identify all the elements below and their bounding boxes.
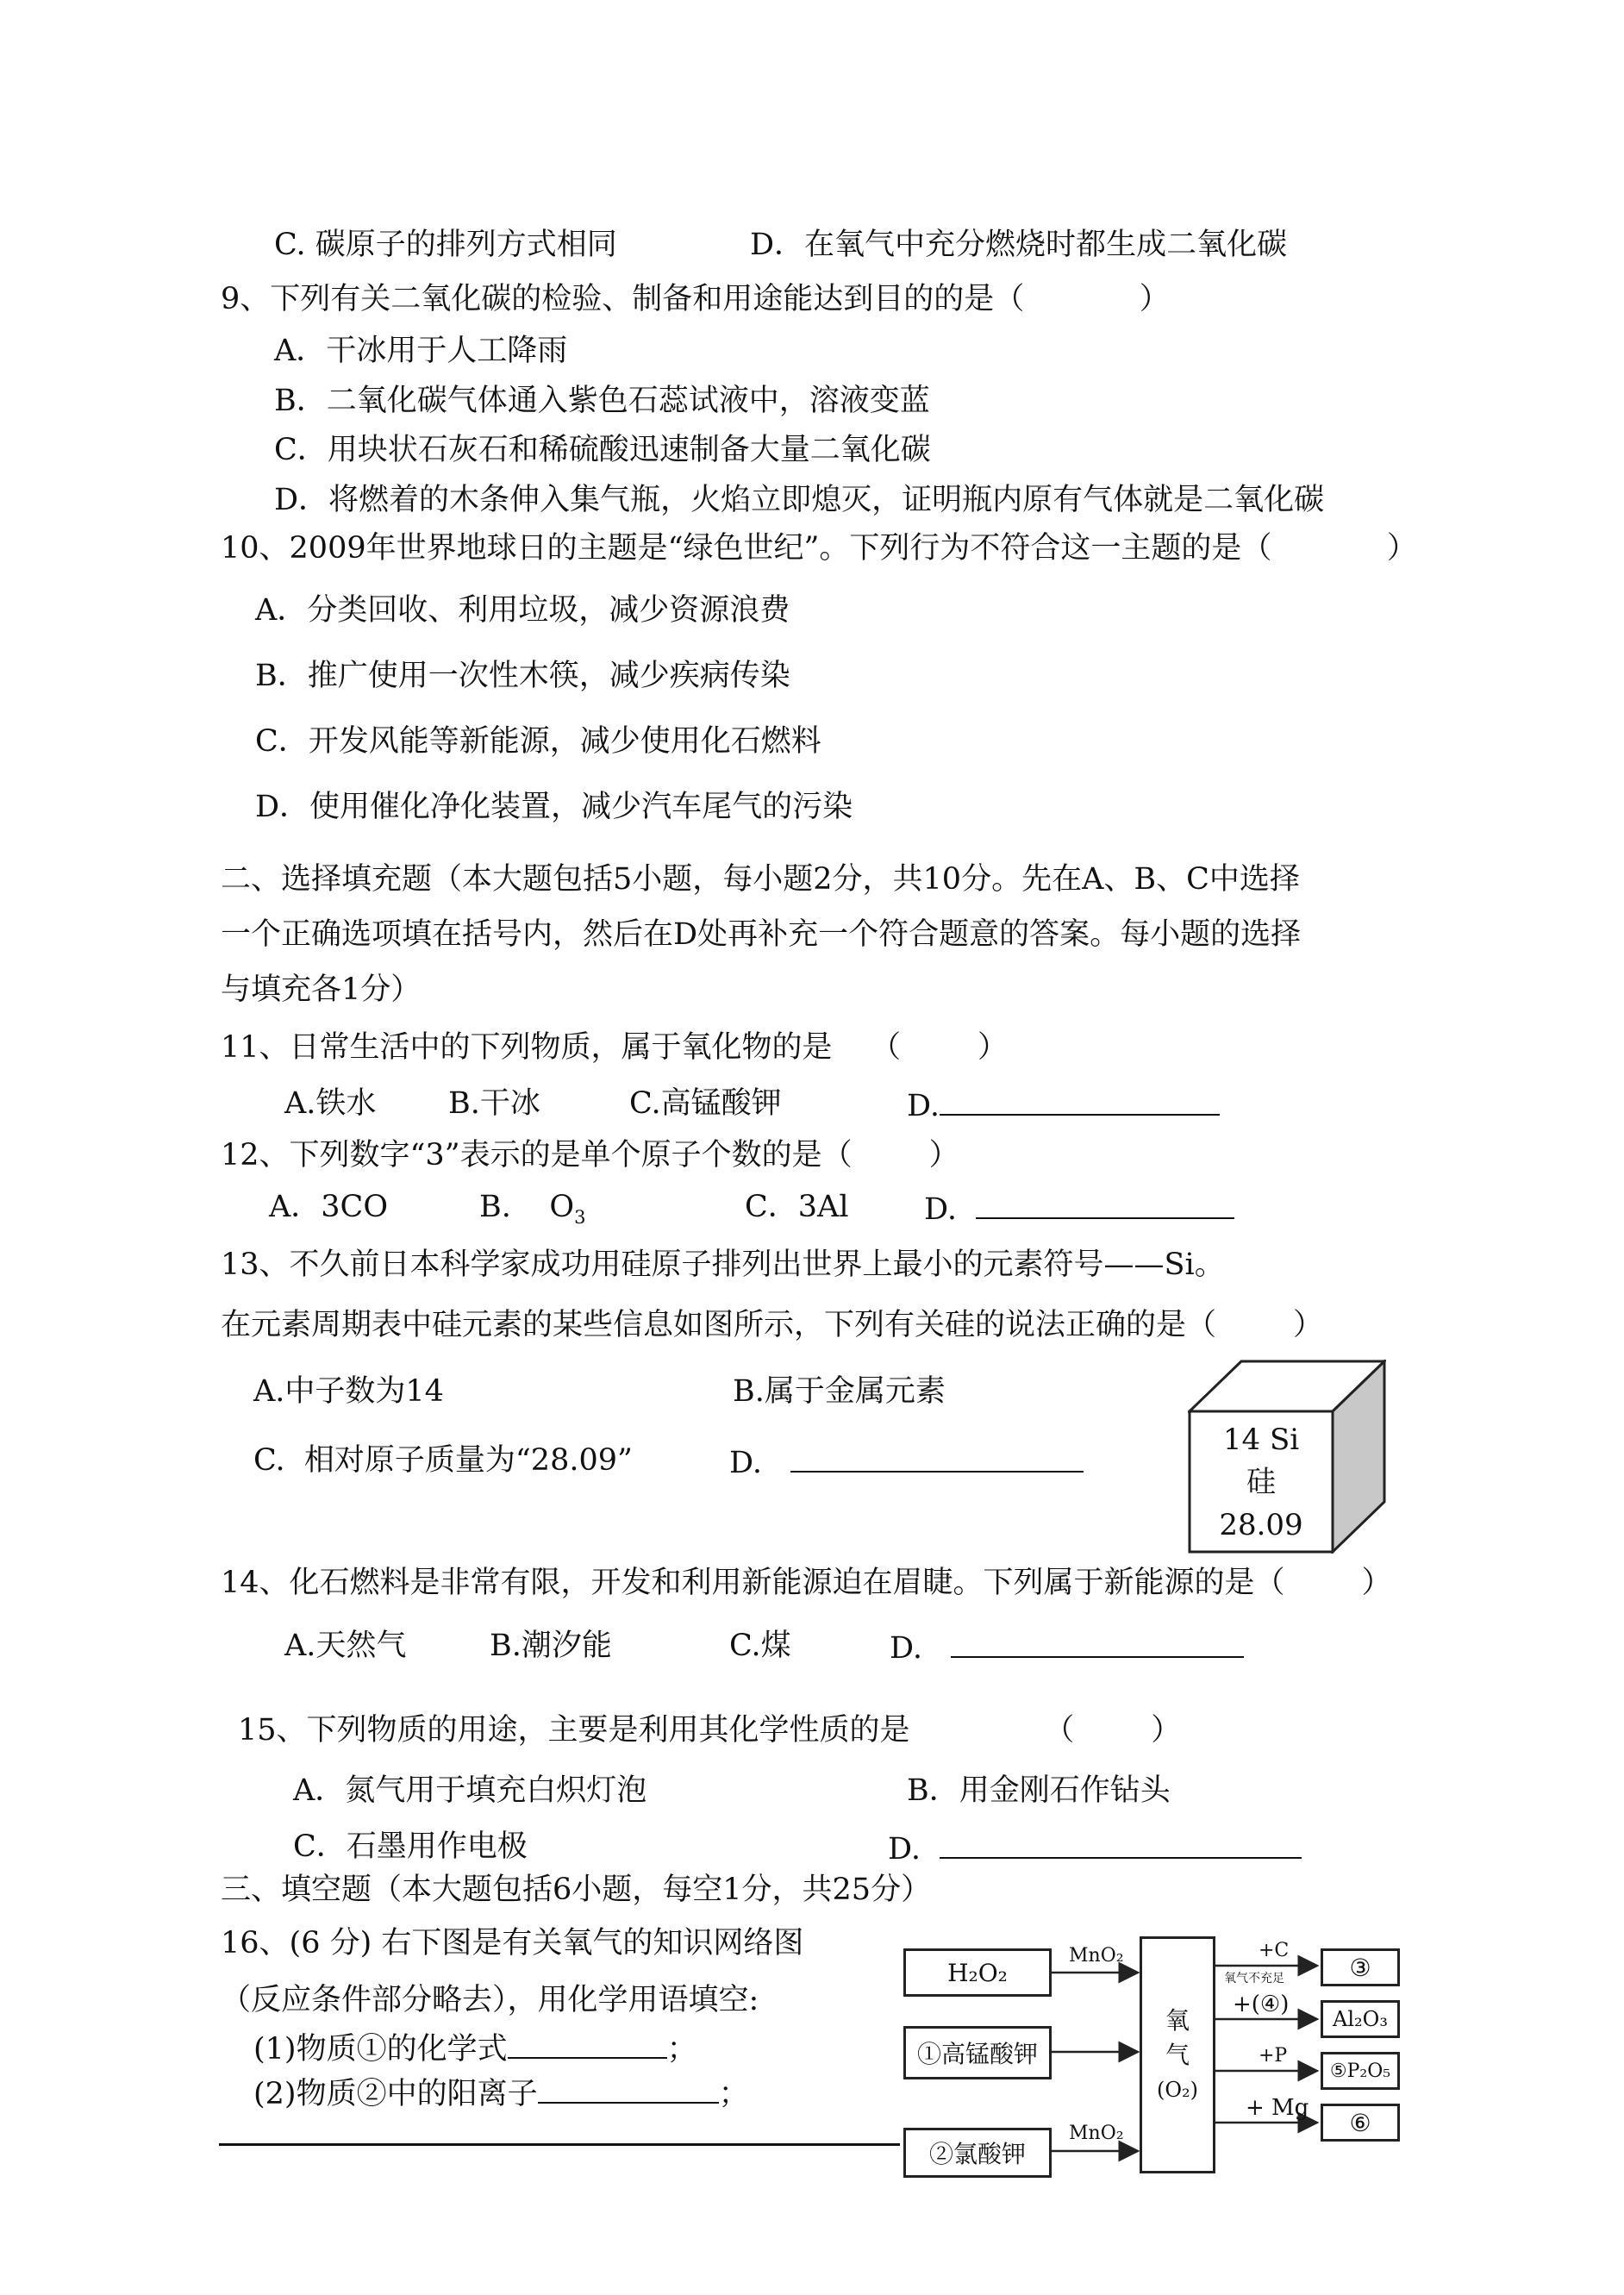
- product-p2o5-box: ⑤P₂O₅: [1321, 2052, 1400, 2090]
- section2-line1: 二、选择填充题（本大题包括5小题，每小题2分，共10分。先在A、B、C中选择: [221, 862, 1300, 897]
- q13-option-b: B.属于金属元素: [733, 1374, 946, 1409]
- element-name: 硅: [1246, 1465, 1276, 1499]
- q14-option-d: D.: [890, 1627, 1244, 1667]
- q16-part1: (1)物质①的化学式 ；: [253, 2028, 697, 2068]
- element-mass: 28.09: [1219, 1508, 1303, 1542]
- silicon-element-tile: [1188, 1360, 1386, 1554]
- q13-line2: 在元素周期表中硅元素的某些信息如图所示，下列有关硅的说法正确的是（ ）: [221, 1308, 1324, 1342]
- q8-option-c: C. 碳原子的排列方式相同: [274, 228, 617, 262]
- q11-answer-blank[interactable]: [940, 1085, 1220, 1116]
- section2-line2: 一个正确选项填在括号内，然后在D处再补充一个符合题意的答案。每小题的选择: [221, 917, 1302, 952]
- q15-option-b: B．用金刚石作钻头: [907, 1773, 1171, 1808]
- q13-answer-blank[interactable]: [790, 1441, 1084, 1473]
- product-3-box: ③: [1321, 1948, 1400, 1986]
- q15-option-a: A．氮气用于填充白炽灯泡: [293, 1773, 647, 1808]
- q12-stem: 12、下列数字“3”表示的是单个原子个数的是（ ）: [221, 1138, 959, 1173]
- section2-line3: 与填充各1分）: [221, 972, 422, 1007]
- q13-option-c: C. 相对原子质量为“28.09”: [253, 1443, 633, 1478]
- oxygen-center-box: [1140, 1936, 1215, 2173]
- element-number-symbol: 14 Si: [1222, 1423, 1300, 1457]
- q11-option-a: A.铁水: [284, 1086, 377, 1121]
- q14-option-b: B.潮汐能: [490, 1629, 612, 1663]
- q13-option-d: D.: [729, 1441, 1084, 1482]
- q15-stem: 15、下列物质的用途，主要是利用其化学性质的是 （ ）: [238, 1713, 1182, 1748]
- q16-note: （反应条件部分略去），用化学用语填空:: [221, 1983, 759, 2017]
- q13-option-a: A.中子数为14: [253, 1374, 444, 1409]
- oxygen-network-diagram: [896, 1931, 1431, 2190]
- q10-option-c: C．开发风能等新能源，减少使用化石燃料: [255, 724, 821, 759]
- q9-option-a: A．干冰用于人工降雨: [274, 334, 568, 368]
- q9-option-c: C．用块状石灰石和稀硫酸迅速制备大量二氧化碳: [274, 433, 931, 467]
- oxygen-label-2: 气: [1165, 2040, 1190, 2069]
- q12-option-a: A．3CO: [269, 1190, 389, 1224]
- q13-line1: 13、不久前日本科学家成功用硅原子排列出世界上最小的元素符号——Si。: [221, 1248, 1225, 1282]
- q14-option-a: A.天然气: [284, 1629, 407, 1663]
- kmno4-box: ①高锰酸钾: [903, 2026, 1052, 2079]
- q14-stem: 14、化石燃料是非常有限，开发和利用新能源迫在眉睫。下列属于新能源的是（ ）: [221, 1566, 1392, 1600]
- q11-option-c: C.高锰酸钾: [629, 1086, 782, 1121]
- q16-part2: (2)物质②中的阳离子 ；: [253, 2073, 749, 2113]
- q12-answer-blank[interactable]: [976, 1188, 1234, 1219]
- q12-option-d: D.: [924, 1188, 1234, 1229]
- h2o2-box: H₂O₂: [903, 1948, 1052, 1997]
- q10-option-a: A．分类回收、利用垃圾，减少资源浪费: [255, 593, 790, 628]
- arrow-label-4: +(④): [1233, 1992, 1290, 2017]
- page-bottom-rule: [219, 2143, 900, 2146]
- arrow-label-p: +P: [1259, 2045, 1288, 2067]
- product-al2o3-box: Al₂O₃: [1321, 2000, 1400, 2038]
- q14-option-c: C.煤: [729, 1629, 791, 1663]
- q11-stem: 11、日常生活中的下列物质，属于氧化物的是 （ ）: [221, 1030, 1009, 1065]
- q16-part1-blank[interactable]: [508, 2028, 667, 2059]
- section3-title: 三、填空题（本大题包括6小题，每空1分，共25分）: [221, 1873, 932, 1907]
- q10-option-d: D．使用催化净化装置，减少汽车尾气的污染: [255, 790, 853, 824]
- q11-option-b: B.干冰: [448, 1086, 540, 1121]
- mno2-label-bottom: MnO₂: [1069, 2123, 1124, 2144]
- oxygen-label-1: 氧: [1165, 2005, 1190, 2035]
- q16-stem: 16、(6 分) 右下图是有关氧气的知识网络图: [221, 1926, 804, 1960]
- q9-stem: 9、下列有关二氧化碳的检验、制备和用途能达到目的的是（ ）: [221, 282, 1170, 316]
- arrow-label-c: +C: [1259, 1940, 1290, 1961]
- kclo3-box: ②氯酸钾: [903, 2128, 1052, 2178]
- q14-answer-blank[interactable]: [951, 1627, 1244, 1658]
- q15-option-d: D.: [888, 1828, 1302, 1868]
- q12-option-c: C．3Al: [745, 1190, 849, 1224]
- oxygen-formula: (O₂): [1156, 2077, 1199, 2102]
- q15-option-c: C．石墨用作电极: [293, 1829, 528, 1864]
- mno2-label-top: MnO₂: [1069, 1945, 1124, 1967]
- q9-option-d: D．将燃着的木条伸入集气瓶，火焰立即熄灭，证明瓶内原有气体就是二氧化碳: [274, 483, 1325, 517]
- q16-part2-blank[interactable]: [538, 2073, 719, 2104]
- q12-option-b: B. $O_3$: [479, 1190, 586, 1228]
- q9-option-b: B．二氧化碳气体通入紫色石蕊试液中，溶液变蓝: [274, 384, 930, 418]
- q10-option-b: B．推广使用一次性木筷，减少疾病传染: [255, 659, 790, 693]
- q8-option-d: D．在氧气中充分燃烧时都生成二氧化碳: [750, 228, 1288, 262]
- arrow-label-c-note: 氧气不充足: [1224, 1972, 1284, 1985]
- q11-option-d: D.: [907, 1085, 1220, 1125]
- q15-answer-blank[interactable]: [940, 1828, 1302, 1859]
- product-6-box: ⑥: [1321, 2104, 1400, 2142]
- q10-stem: 10、2009年世界地球日的主题是“绿色世纪”。下列行为不符合这一主题的是（ ）: [221, 531, 1417, 566]
- arrow-label-mg: + Mg: [1246, 2095, 1309, 2121]
